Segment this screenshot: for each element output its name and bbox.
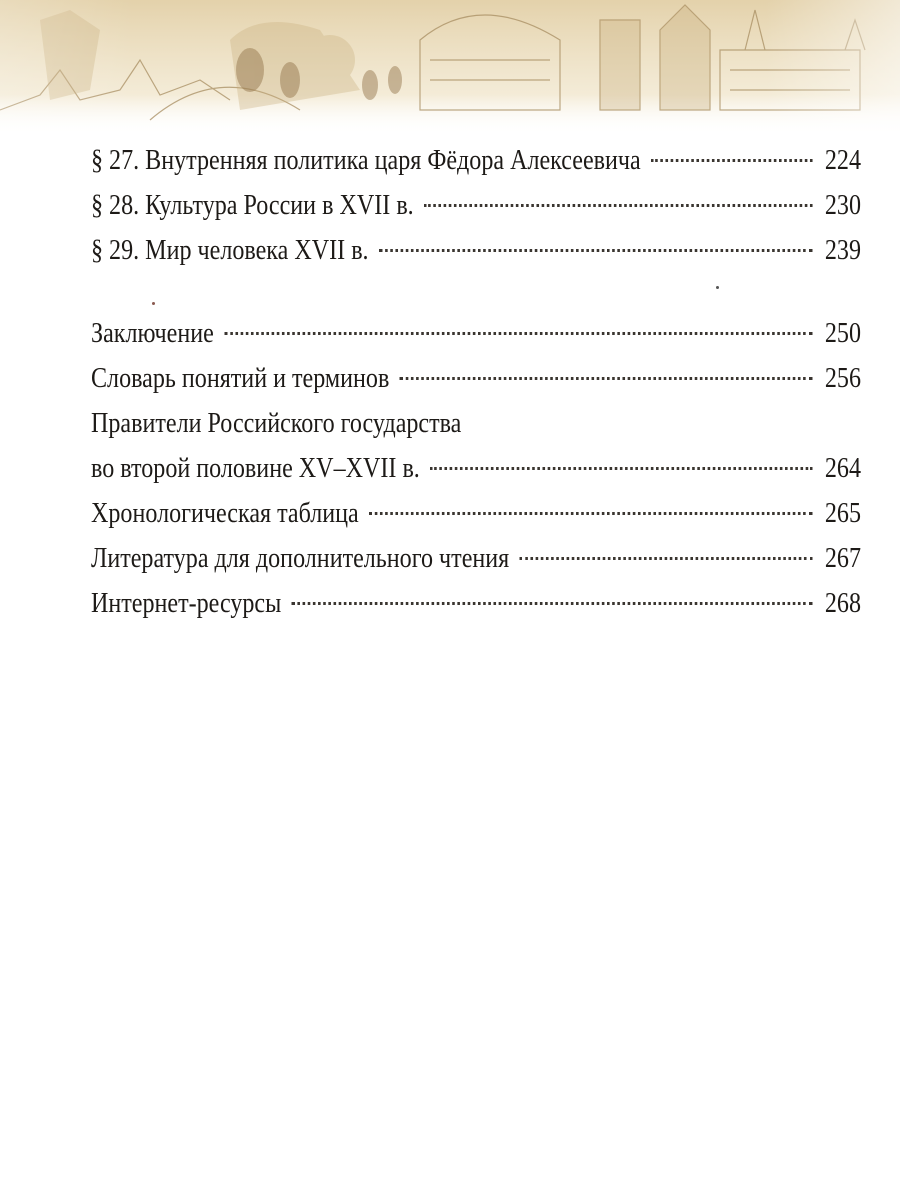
toc-entry-page: 264 [824, 453, 861, 484]
toc-entry [91, 138, 861, 183]
toc-entry-title: § 28. Культура России в XVII в. [91, 190, 414, 221]
toc-entry-title: Литература для дополнительного чтения [91, 543, 510, 574]
toc-entry-page: 224 [824, 145, 861, 176]
toc-entry-title: § 27. Внутренняя политика царя Фёдора Алексеевича [91, 145, 641, 176]
speck-mark [716, 286, 719, 289]
toc-entry [91, 183, 861, 228]
toc-entry-page: 268 [824, 588, 861, 619]
toc-entry-page: 239 [824, 235, 861, 266]
toc-entry-page: 230 [824, 190, 861, 221]
dot-leader [292, 602, 813, 605]
toc-entry [91, 491, 861, 536]
toc-entry-page: 250 [824, 318, 861, 349]
toc-entry [91, 446, 861, 491]
toc-entry-page: 267 [824, 543, 861, 574]
toc-entry [91, 581, 861, 626]
dot-leader [400, 377, 813, 380]
dot-leader [369, 512, 813, 515]
toc-entry-title: Хронологическая таблица [91, 498, 359, 529]
toc-entry-title: во второй половине XV–XVII в. [91, 453, 420, 484]
table-of-contents [91, 138, 861, 626]
city-architecture-illustration-icon [0, 0, 900, 135]
toc-entry [91, 228, 861, 273]
toc-entry-title: Заключение [91, 318, 214, 349]
speck-mark [152, 302, 155, 305]
toc-entry-title: Правители Российского государства [91, 408, 462, 439]
toc-entry [91, 536, 861, 581]
toc-entry-title: Интернет-ресурсы [91, 588, 282, 619]
header-illustration [0, 0, 900, 135]
toc-entry [91, 356, 861, 401]
toc-group-chapters [91, 138, 861, 273]
toc-entry-page: 265 [824, 498, 861, 529]
dot-leader [430, 467, 813, 470]
dot-leader [520, 557, 813, 560]
dot-leader [224, 332, 813, 335]
toc-entry-page: 256 [824, 363, 861, 394]
toc-entry-title: § 29. Мир человека XVII в. [91, 235, 369, 266]
dot-leader [424, 204, 813, 207]
dot-leader [379, 249, 813, 252]
toc-entry-title: Словарь понятий и терминов [91, 363, 390, 394]
toc-entry [91, 311, 861, 356]
toc-group-appendices [91, 311, 861, 626]
dot-leader [651, 159, 813, 162]
toc-entry-continued [91, 401, 861, 446]
